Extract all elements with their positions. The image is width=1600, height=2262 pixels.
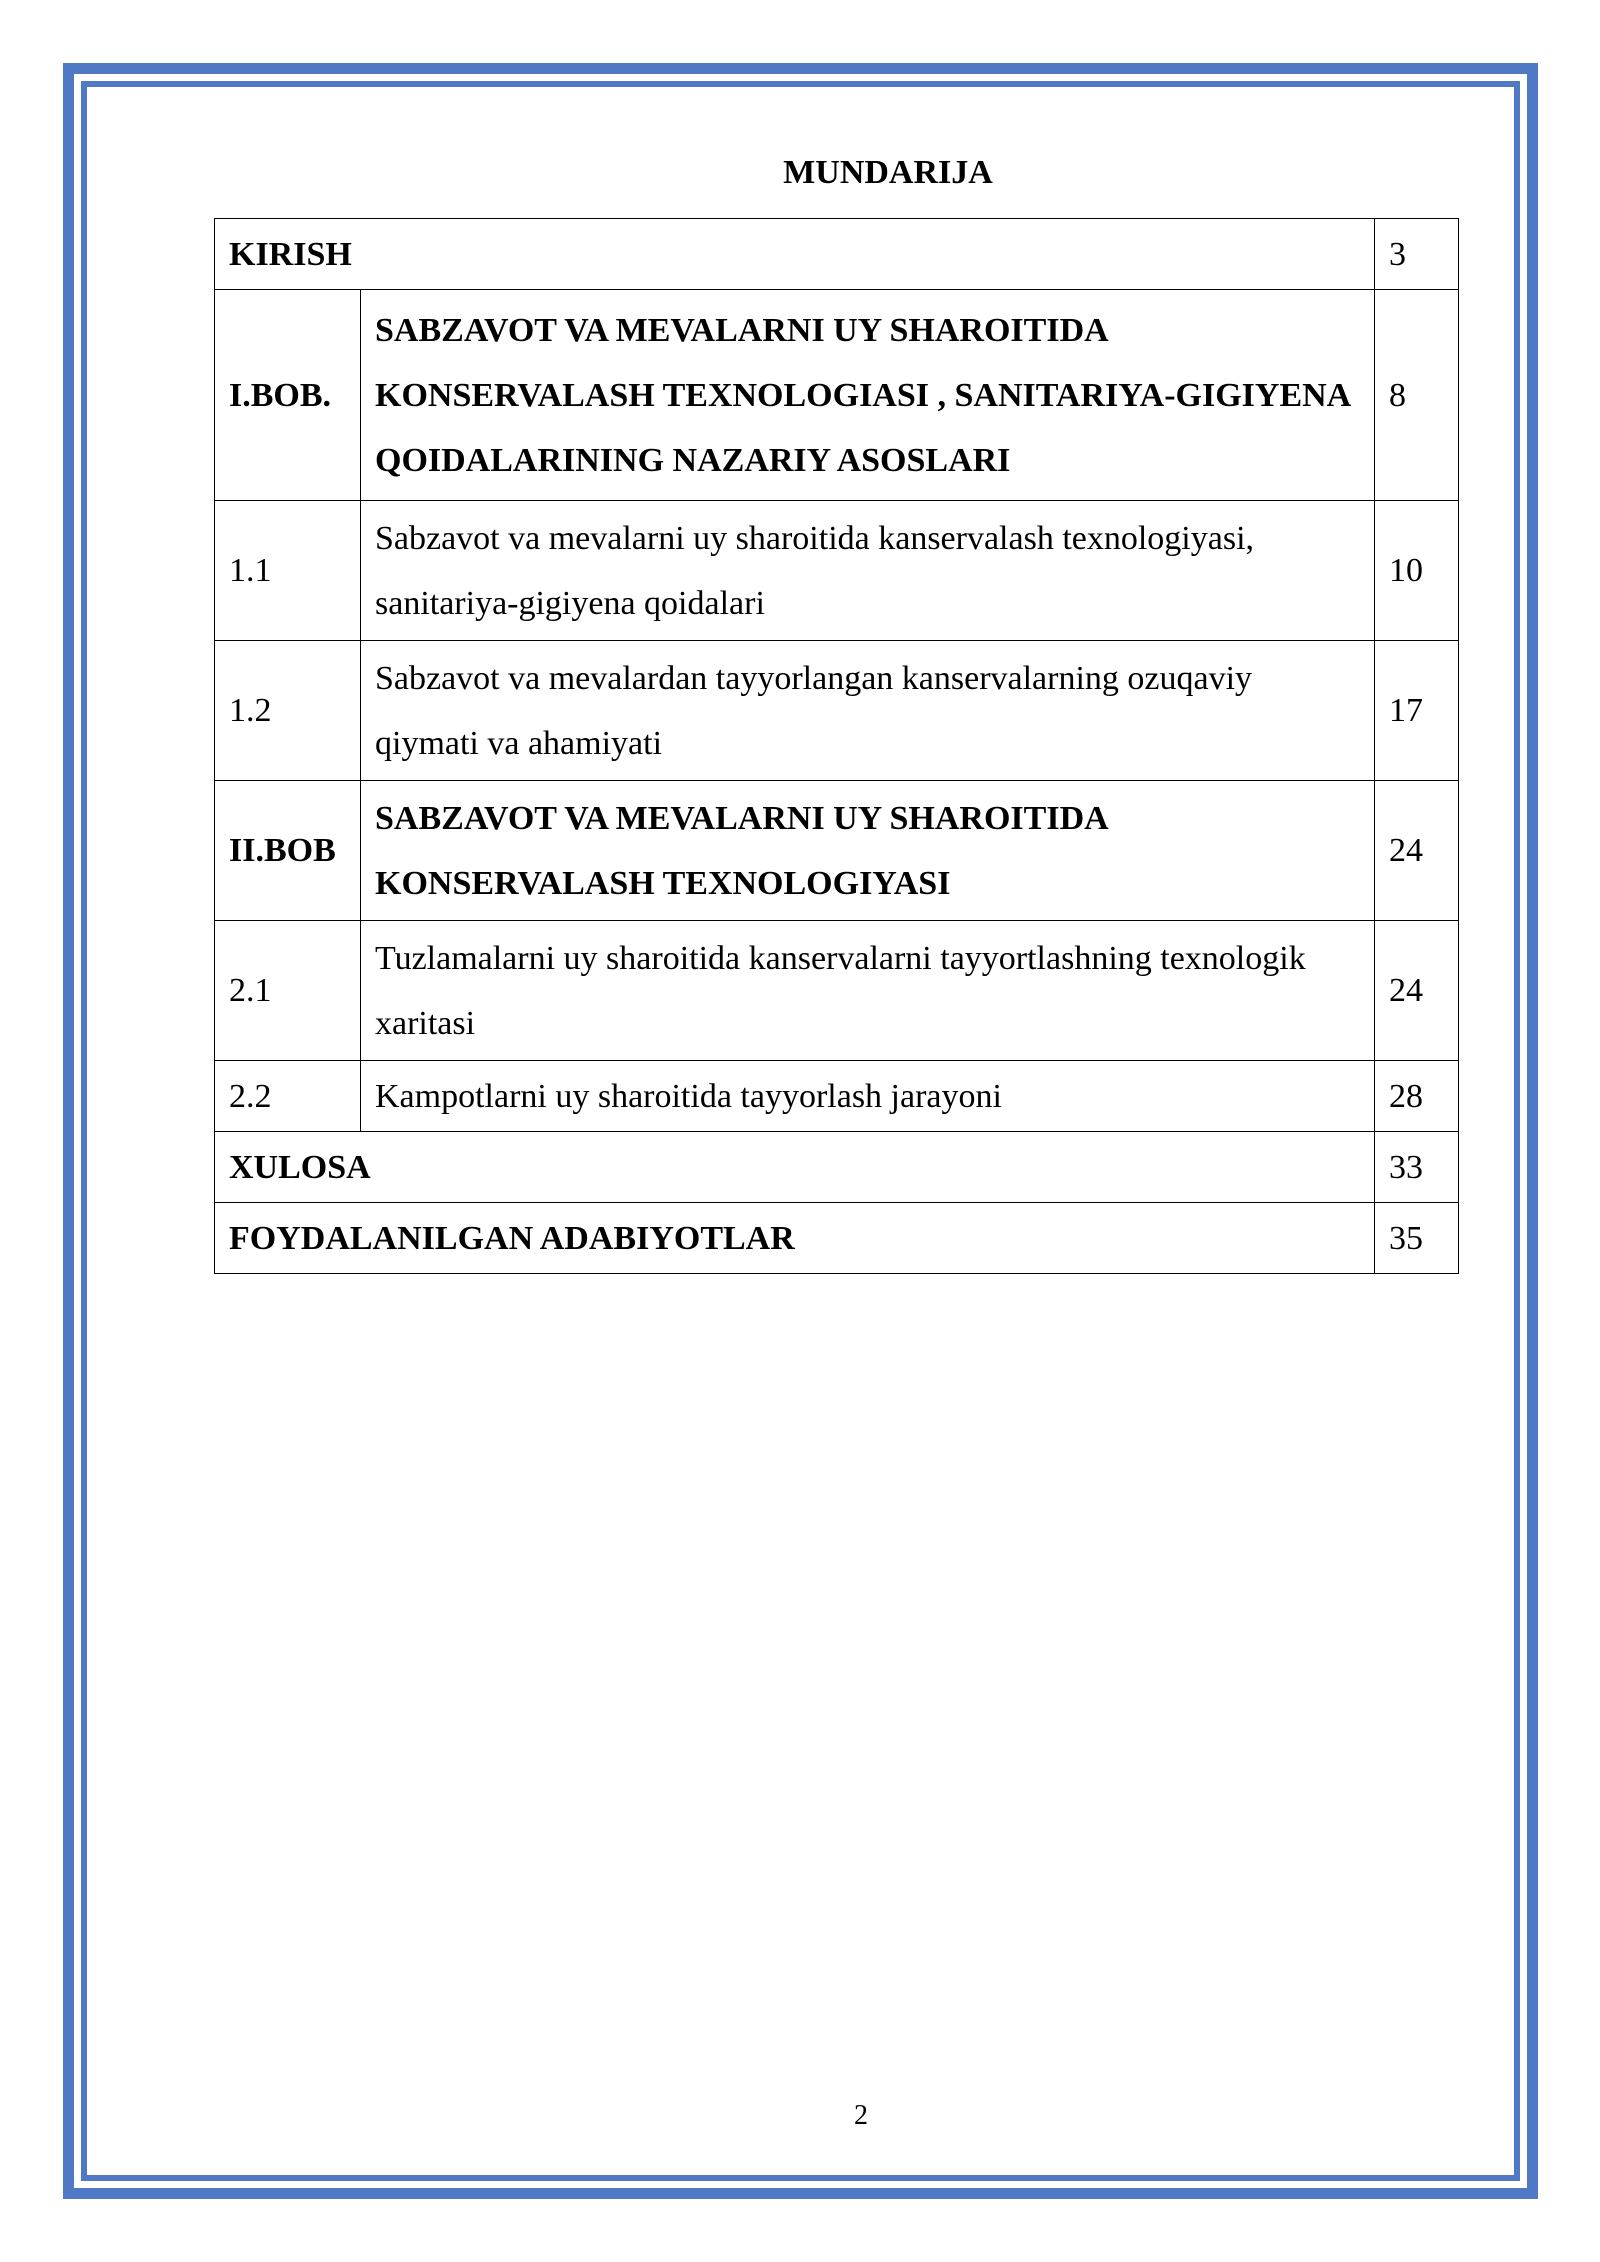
- toc-conclusion-page: 33: [1375, 1132, 1459, 1203]
- toc-section-1-1-page: 10: [1375, 501, 1459, 641]
- toc-row-section-2-2: [215, 1061, 1459, 1132]
- toc-row-conclusion: [215, 1132, 1459, 1203]
- toc-section-1-2-title: Sabzavot va mevalardan tayyorlangan kanservalarning ozuqaviy qiymati va ahamiyati: [361, 641, 1375, 781]
- toc-section-1-2-page: 17: [1375, 641, 1459, 781]
- toc-intro-label: KIRISH: [215, 219, 1375, 290]
- toc-row-chapter1: [215, 290, 1459, 501]
- toc-section-2-1-number: 2.1: [215, 921, 361, 1061]
- toc-chapter1-number: I.BOB.: [215, 290, 361, 501]
- toc-section-1-2-number: 1.2: [215, 641, 361, 781]
- toc-row-section-1-1: [215, 501, 1459, 641]
- table-of-contents: [214, 218, 1459, 1274]
- toc-references-label: FOYDALANILGAN ADABIYOTLAR: [215, 1203, 1375, 1274]
- toc-section-2-2-title: Kampotlarni uy sharoitida tayyorlash jarayoni: [361, 1061, 1375, 1132]
- toc-intro-page: 3: [1375, 219, 1459, 290]
- toc-row-section-1-2: [215, 641, 1459, 781]
- toc-row-intro: [215, 219, 1459, 290]
- toc-row-references: [215, 1203, 1459, 1274]
- toc-row-chapter2: [215, 781, 1459, 921]
- toc-section-2-2-page: 28: [1375, 1061, 1459, 1132]
- toc-section-2-1-title: Tuzlamalarni uy sharoitida kanservalarni tayyortlashning texnologik xaritasi: [361, 921, 1375, 1061]
- toc-section-2-1-page: 24: [1375, 921, 1459, 1061]
- toc-section-2-2-number: 2.2: [215, 1061, 361, 1132]
- toc-chapter2-page: 24: [1375, 781, 1459, 921]
- toc-section-1-1-number: 1.1: [215, 501, 361, 641]
- toc-chapter2-title: SABZAVOT VA MEVALARNI UY SHAROITIDA KONSERVALASH TEXNOLOGIYASI: [361, 781, 1375, 921]
- toc-chapter2-number: II.BOB: [215, 781, 361, 921]
- toc-chapter1-page: 8: [1375, 290, 1459, 501]
- toc-row-section-2-1: [215, 921, 1459, 1061]
- toc-conclusion-label: XULOSA: [215, 1132, 1375, 1203]
- page-number: 2: [854, 2100, 868, 2131]
- toc-references-page: 35: [1375, 1203, 1459, 1274]
- page-title: MUNDARIJA: [783, 154, 993, 191]
- toc-section-1-1-title: Sabzavot va mevalarni uy sharoitida kanservalash texnologiyasi, sanitariya-gigiyena qoidalari: [361, 501, 1375, 641]
- toc-chapter1-title: SABZAVOT VA MEVALARNI UY SHAROITIDA KONSERVALASH TEXNOLOGIASI , SANITARIYA-GIGIYENA QOIDALARINING NAZARIY ASOSLARI: [361, 290, 1375, 501]
